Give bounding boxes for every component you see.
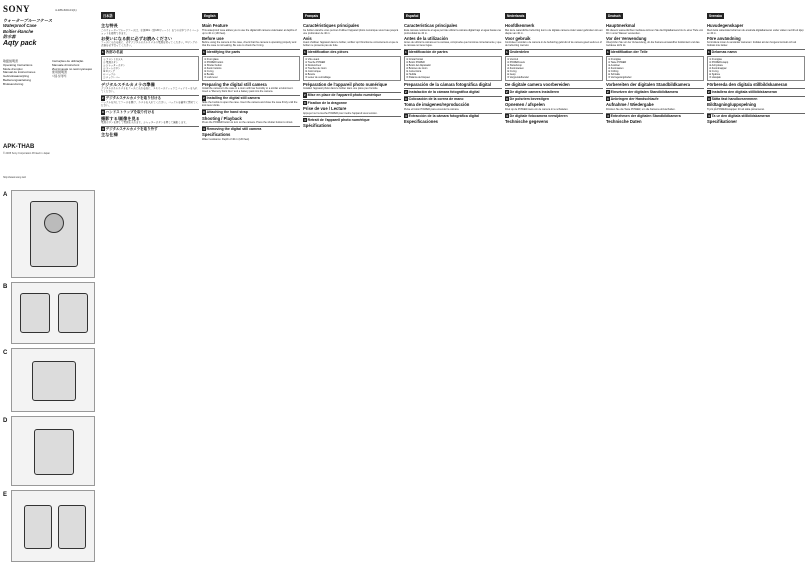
- parts-list-item: ⑥ Schnalle: [608, 72, 620, 76]
- language-list: [3, 60, 97, 87]
- camera-remove-illustration: [58, 505, 86, 549]
- parts-list-item: ⑤ O-Ring: [608, 69, 619, 73]
- section-heading: [505, 88, 603, 94]
- section-title: Removing the digital still camera: [206, 127, 262, 132]
- sony-logo: SONY: [3, 4, 31, 14]
- main-heading: Avis: [303, 35, 312, 41]
- main-heading: Vor der Verwendung: [606, 35, 647, 41]
- figure-d-shooting: [11, 416, 95, 486]
- product-titles: [3, 18, 53, 48]
- lang-item: Mode d'emploi: [3, 66, 23, 71]
- main-heading: Förbereda den digitala stillbildskameran: [707, 81, 788, 87]
- body-paragraph: Press the POWER button to turn on the camera. Press the shutter button to shoot.: [202, 121, 294, 125]
- section-heading: [303, 92, 401, 98]
- document-reference: 4-186-600-01(1): [55, 8, 77, 12]
- parts-list-item: ⑤ Joint torique: [305, 69, 321, 73]
- main-heading: Before use: [202, 35, 224, 41]
- parts-list-item: ② POWER-toets: [507, 60, 525, 64]
- section-title: Ta ur den digitala stillbildskameran: [711, 114, 770, 118]
- main-heading: Specifikationer: [707, 119, 738, 125]
- main-heading: Huvudegenskaper: [707, 23, 744, 28]
- parts-list-item: ⑦ Levier de verrouillage: [305, 75, 331, 79]
- title-jp: ウォータープルーフケース: [3, 18, 53, 23]
- section-title: Entnehmen der digitalen Standbildkamera: [610, 114, 681, 118]
- main-heading: Toma de imágenes/reproducción: [404, 102, 470, 108]
- section-title: Sätta fast handlovsremmen: [711, 97, 758, 102]
- section-number: 4: [607, 114, 609, 118]
- column-0: [101, 4, 199, 566]
- body-paragraph: Kontrollera innan du använder kameran i fodralet att den fungerar korrekt och att fodralet inte läcker.: [707, 41, 797, 48]
- section-title: Identifikation der Teile: [610, 50, 648, 55]
- language-tab: Français: [305, 14, 319, 18]
- parts-list: [606, 56, 704, 81]
- section-title: Fixation de la dragonne: [307, 100, 347, 105]
- section-number: 1: [405, 50, 407, 55]
- parts-list-item: ⑤ Oリング: [103, 69, 115, 73]
- section-heading: [606, 96, 704, 102]
- parts-list-item: ① Vitre avant: [305, 57, 320, 61]
- section-heading: [202, 95, 300, 101]
- parts-list-item: ⑥ バックル: [103, 72, 116, 76]
- main-heading: Hauptmerkmal: [606, 23, 636, 28]
- body-paragraph: 電源ボタンを押して電源を入れます。シャッターボタンを押して撮影します。: [101, 121, 189, 125]
- lang-item: 使用說明書: [52, 70, 68, 75]
- section-number: 3: [607, 97, 609, 102]
- section-title: ハンドストラップを取り付ける: [105, 110, 155, 115]
- main-heading: Caractéristiques principales: [303, 23, 360, 28]
- body-paragraph: Appuyez sur la touche POWER pour mettre l'appareil sous tension.: [303, 111, 378, 115]
- parts-list-item: ⑥ Spänne: [709, 72, 721, 76]
- section-heading: [505, 49, 603, 55]
- parts-list-item: ④ Zoomtasten: [608, 66, 624, 70]
- figure-label-b: B: [3, 284, 8, 290]
- section-title: 各部の名前: [105, 50, 124, 55]
- parts-list-item: ③ Avtryckare: [709, 63, 723, 67]
- section-heading: [404, 49, 502, 55]
- section-heading: [404, 88, 502, 94]
- parts-list-item: ④ Touches de zoom: [305, 66, 327, 70]
- section-number: 2: [405, 89, 407, 94]
- main-heading: Antes de la utilización: [404, 35, 448, 41]
- parts-list: [505, 56, 603, 81]
- main-heading: Preparación de la cámara fotográfica digital: [404, 81, 492, 87]
- camera-illustration: [58, 293, 88, 333]
- section-number: 3: [708, 97, 710, 102]
- figure-label-a: A: [3, 192, 8, 198]
- language-tab: Svenska: [709, 14, 722, 18]
- section-number: 1: [506, 50, 508, 55]
- section-number: 1: [203, 50, 205, 55]
- model-number: APK-THAB: [3, 144, 35, 150]
- lang-item: Gebruiksaanwijzing: [3, 74, 30, 79]
- section-heading: [101, 126, 199, 132]
- parts-list-item: ① Front glass: [204, 57, 219, 61]
- main-heading: Especificaciones: [404, 119, 438, 125]
- main-heading: Características principales: [404, 23, 458, 28]
- section-heading: [707, 96, 805, 102]
- section-number: 4: [203, 127, 205, 132]
- main-heading: Technische gegevens: [505, 119, 549, 125]
- body-paragraph: Überprüfen Sie vor der Verwendung, ob die Kamera einwandfrei funktioniert und das Gehäuse dicht ist.: [606, 41, 700, 48]
- section-number: 2: [304, 93, 306, 98]
- parts-list-item: ⑥ Boucle: [305, 72, 316, 76]
- section-title: Attaching the hand strap: [206, 110, 248, 115]
- body-paragraph: Before using the camera in the case, check that the camera is operating properly and that the case is not leaking. Be sure to check the O-ring.: [202, 41, 297, 48]
- section-title: Installera den digitala stillbildskameran: [711, 89, 778, 94]
- parts-list-item: ① Frontglas: [709, 57, 722, 61]
- parts-list-item: ④ Zoomknappar: [709, 66, 727, 70]
- figure-b-install: [11, 282, 95, 344]
- lang-item: Bruksanvisning: [3, 81, 24, 86]
- section-title: デジタルスチルカメラを取り付ける: [105, 96, 162, 101]
- parts-list-item: ① Cristal frontal: [406, 57, 423, 61]
- section-heading: [202, 49, 300, 55]
- body-paragraph: This waterproof case allows you to use the digital still camera underwater at depths of up to 40 m (130 feet).: [202, 28, 297, 35]
- body-paragraph: Installez l'appareil photo dans le boîtier dans une pièce peu humide.: [303, 87, 379, 91]
- parts-list-item: ③ Botón del disparador: [406, 63, 431, 67]
- language-tab: English: [204, 14, 216, 18]
- main-heading: 主な特長: [101, 23, 118, 28]
- section-heading: [303, 116, 401, 122]
- body-paragraph: Ce boîtier étanche vous permet d'utiliser l'appareil photo numérique sous l'eau jusqu'à une profondeur de 40 m.: [303, 28, 399, 35]
- section-heading: [101, 109, 199, 115]
- column-1: [202, 4, 300, 566]
- main-heading: Technische Daten: [606, 119, 642, 125]
- main-heading: Preparing the digital still camera: [202, 81, 267, 87]
- body-paragraph: バックルを外してケースを開け、カメラを入れてください。バックルを確実に閉めてください。: [101, 101, 199, 108]
- language-tab: 日本語: [103, 14, 113, 18]
- section-title: Colocación de la correa de mano: [408, 97, 464, 102]
- main-heading: 主な仕様: [101, 132, 118, 138]
- main-heading: Före användning: [707, 35, 741, 41]
- parts-list: [707, 56, 805, 81]
- section-title: デジタルスチルカメラを取り外す: [105, 127, 158, 132]
- section-heading: [404, 113, 502, 119]
- section-number: 4: [102, 127, 104, 132]
- parts-list-item: ③ シャッターボタン: [103, 63, 126, 67]
- column-6: [707, 4, 805, 566]
- body-paragraph: デジタルスチルカメラをケースに入れる前に、メモリースティックとバッテリーを入れてください。: [101, 87, 198, 94]
- body-paragraph: Pulse el botón POWER para encender la cámara.: [404, 107, 460, 111]
- body-paragraph: Med detta vattentäta fodral kan du använda digitalkameran under vatten ned till ett djup av 40 m.: [707, 28, 804, 35]
- main-heading: デジタルスチルカメラの準備: [101, 81, 155, 87]
- body-paragraph: Esta carcasa resistente al agua permite utilizar la cámara digital bajo el agua hasta una profundidad de 40 m.: [404, 28, 501, 35]
- section-title: Onderdelen: [509, 50, 530, 55]
- section-number: 2: [708, 89, 710, 94]
- parts-list-item: ② POWER button: [204, 60, 224, 64]
- section-title: Delarnas namn: [711, 50, 737, 55]
- section-title: De digitale fotocamera verwijderen: [509, 114, 568, 118]
- section-heading: [505, 113, 603, 119]
- parts-list-item: ④ Zoomtoetsen: [507, 66, 524, 70]
- section-title: De polsriem bevestigen: [509, 97, 549, 102]
- parts-list-item: ② Taste POWER: [608, 60, 627, 64]
- column-3: [404, 4, 502, 566]
- case-illustration: [30, 201, 78, 267]
- column-4: [505, 4, 603, 566]
- section-heading: [707, 113, 805, 119]
- parts-list-item: ③ Shutter button: [204, 63, 222, 67]
- section-title: De digitale camera installeren: [509, 89, 560, 94]
- parts-list-item: ⑤ O-ring: [507, 69, 517, 73]
- main-heading: De digitale camera voorbereiden: [505, 81, 570, 87]
- figure-label-d: D: [3, 418, 8, 424]
- body-paragraph: Water resistance: Depth of 40 m (130 feet): [202, 138, 250, 142]
- figure-a-case-parts: [11, 190, 95, 278]
- main-heading: Voor gebruik: [505, 35, 531, 41]
- main-heading: Opnemen / afspelen: [505, 102, 545, 108]
- lang-item: 取扱説明書: [3, 59, 19, 63]
- body-paragraph: Controleer voordat u de camera in de behuizing gebruikt of de camera goed werkt en of de behuizing niet lekt.: [505, 41, 602, 48]
- lang-item: Manual de instrucciones: [3, 70, 36, 75]
- parts-list-item: ② POWER-knapp: [709, 60, 729, 64]
- cover-column: [3, 4, 97, 566]
- language-tab: Español: [406, 14, 419, 18]
- main-heading: Préparation de l'appareil photo numérique: [303, 81, 388, 87]
- parts-list-item: ⑤ O-ring: [204, 69, 214, 73]
- section-heading: [101, 49, 199, 55]
- section-title: Identifying the parts: [206, 50, 241, 55]
- parts-list-item: ④ Zoom buttons: [204, 66, 222, 70]
- main-heading: Shooting / Playback: [202, 115, 242, 121]
- section-number: 1: [102, 50, 104, 55]
- lens-illustration: [44, 213, 64, 233]
- section-heading: [202, 109, 300, 115]
- section-heading: [707, 88, 805, 94]
- lang-item: Manuale di istruzioni: [52, 62, 80, 67]
- copyright-line: © 2005 Sony Corporation Printed in Japan: [3, 152, 51, 155]
- section-heading: [303, 99, 401, 105]
- parts-list-item: ⑦ Lock lever: [204, 75, 218, 79]
- lang-item: 사용설명서: [52, 74, 67, 79]
- parts-list-item: ⑦ Palanca de bloqueo: [406, 75, 430, 79]
- case-strap-illustration: [32, 361, 76, 401]
- main-heading: Aufnahme / Wiedergabe: [606, 102, 654, 108]
- title-fr: Boîtier étanche: [3, 28, 34, 34]
- column-5: [606, 4, 704, 566]
- body-paragraph: Met deze waterdichte behuizing kunt u de digitale camera onder water gebruiken tot een diepte van 40 m.: [505, 28, 603, 35]
- parts-list-item: ① Voorruit: [507, 57, 519, 61]
- section-number: 3: [405, 97, 407, 102]
- lang-item: Bedienungsanleitung: [3, 77, 32, 82]
- section-title: Mise en place de l'appareil photo numérique: [307, 93, 382, 98]
- main-heading: Bildtagning/uppspelning: [707, 102, 757, 108]
- body-paragraph: Drücken Sie die Taste POWER, um die Kamera einzuschalten.: [606, 107, 676, 111]
- parts-list-item: ⑦ Vergrendelhendel: [507, 75, 529, 79]
- section-title: Identificación de partes: [408, 50, 448, 55]
- section-heading: [303, 49, 401, 55]
- section-number: 3: [102, 110, 104, 115]
- parts-list-item: ① Frontglas: [608, 57, 621, 61]
- parts-list-item: ② 電源ボタン: [103, 60, 119, 64]
- parts-list-item: ⑦ Låsspak: [709, 75, 721, 79]
- section-number: 1: [607, 50, 609, 55]
- main-heading: お使いになる前に必ずお読みください: [101, 35, 173, 41]
- section-number: 3: [506, 97, 508, 102]
- figure-e-remove: [11, 490, 95, 562]
- section-heading: [101, 95, 199, 101]
- section-title: Anbringen der Handschlaufe: [610, 97, 659, 102]
- section-number: 2: [203, 96, 205, 101]
- title-en: Waterproof Case: [3, 23, 37, 29]
- body-paragraph: Antes de utilizar la cámara en la carcasa, compruebe que funciona correctamente y que la carcasa no tiene fugas.: [404, 41, 502, 48]
- figure-label-c: C: [3, 350, 8, 356]
- case-remove-illustration: [24, 505, 52, 549]
- section-number: 3: [203, 110, 205, 115]
- body-paragraph: このウォータープルーフケースは、水深40m（約130フィート）までの水中でサイバーショットを使用できます。: [101, 28, 199, 35]
- body-paragraph: Avant d'utiliser l'appareil dans le boîtier, vérifiez qu'il fonctionne correctement et que le boîtier ne présente pas de fuite.: [303, 41, 399, 48]
- section-title: Einsetzen der digitalen Standbildkamera: [610, 89, 678, 94]
- parts-list-item: ④ ズームボタン: [103, 66, 121, 70]
- section-title: Installing the digital still camera: [206, 96, 260, 101]
- section-number: 4: [405, 114, 407, 118]
- parts-list-item: ⑦ Verriegelungshebel: [608, 75, 632, 79]
- body-paragraph: Mit diesem wasserdichten Gehäuse können Sie die Digitalkamera bis zu einer Tiefe von 40 m unter Wasser verwenden.: [606, 28, 704, 35]
- column-2: [303, 4, 401, 566]
- parts-list-item: ⑥ Buckle: [204, 72, 214, 76]
- parts-list-item: ⑥ Gesp: [507, 72, 516, 76]
- section-title: Retrait de l'appareil photo numérique: [307, 117, 370, 122]
- section-title: Extracción de la cámara fotográfica digital: [408, 114, 480, 118]
- body-paragraph: Install the camera in the case in a room with low humidity or a similar environment. Insert a "Memory Stick Duo" and a battery pack into the camera.: [202, 87, 294, 94]
- section-number: 2: [102, 96, 104, 101]
- parts-list-item: ③ Sluiterknop: [507, 63, 522, 67]
- main-heading: Vorbereiten der digitalen Standbildkamera: [606, 81, 690, 87]
- main-heading: Prise de vue / Lecture: [303, 105, 347, 111]
- section-number: 1: [708, 50, 710, 55]
- section-number: 3: [304, 100, 306, 105]
- parts-list-item: ④ Botones de zoom: [406, 66, 428, 70]
- section-number: 1: [304, 50, 306, 55]
- lang-item: Instruções de utilização: [52, 59, 84, 63]
- lang-item: Инструкция по эксплуатации: [52, 66, 93, 71]
- figure-label-e: E: [3, 492, 8, 498]
- parts-list: [404, 56, 502, 81]
- title-zh: 防水套: [3, 34, 16, 40]
- section-heading: [606, 88, 704, 94]
- language-list-left: [3, 60, 48, 87]
- parts-list-item: ① フロントガラス: [103, 57, 123, 61]
- section-heading: [404, 96, 502, 102]
- body-paragraph: Druk op de POWER-toets om de camera in te schakelen.: [505, 107, 569, 111]
- section-heading: [505, 96, 603, 102]
- language-tab: Nederlands: [507, 14, 525, 18]
- parts-list: [303, 56, 401, 81]
- figure-c-strap: [11, 348, 95, 412]
- parts-list-item: ② Touche POWER: [305, 60, 326, 64]
- section-heading: [202, 126, 300, 132]
- case-open-illustration: [20, 293, 50, 333]
- parts-list: [202, 56, 300, 81]
- section-heading: [606, 113, 704, 119]
- body-paragraph: Tryck på POWER-knappen för att sätta på kameran.: [707, 107, 765, 111]
- section-title: Instalación de la cámara fotográfica digital: [408, 89, 480, 94]
- section-number: 2: [506, 89, 508, 94]
- parts-list-item: ⑥ Hebilla: [406, 72, 417, 76]
- main-heading: Specifications: [202, 132, 231, 138]
- body-paragraph: Slide the buckle to open the case. Insert the camera and close the case firmly until the lock lever clicks.: [202, 101, 298, 108]
- section-number: 4: [506, 114, 508, 118]
- parts-list-item: ⑤ O-ring: [709, 69, 719, 73]
- parts-list-item: ⑤ Junta tórica: [406, 69, 422, 73]
- parts-list-item: ② Botón POWER: [406, 60, 425, 64]
- section-heading: [707, 49, 805, 55]
- website-url: http://www.sony.net/: [3, 176, 27, 179]
- section-title: Identification des pièces: [307, 50, 349, 55]
- parts-list-item: ③ Auslöser: [608, 63, 620, 67]
- main-heading: Hoofdkenmerk: [505, 23, 535, 28]
- parts-list-item: ③ Déclencheur: [305, 63, 322, 67]
- section-heading: [606, 49, 704, 55]
- main-heading: Main Feature: [202, 23, 228, 28]
- section-number: 4: [708, 114, 710, 118]
- body-paragraph: ケースに入れる前に、必ずデジタルスチルカメラの電源を切ってください。Oリングの点検を必ず行ってください。: [101, 41, 198, 48]
- lang-item: Operating Instructions: [3, 62, 33, 67]
- brand-name: Aqty pack: [3, 39, 37, 47]
- language-tab: Deutsch: [608, 14, 621, 18]
- language-list-right: [52, 60, 97, 87]
- main-heading: 撮影する/画像を見る: [101, 115, 140, 121]
- parts-list-item: ⑦ ロックレバー: [103, 75, 121, 79]
- section-number: 4: [304, 117, 306, 122]
- main-heading: Spécifications: [303, 122, 332, 128]
- section-number: 2: [607, 89, 609, 94]
- parts-list: [101, 56, 199, 81]
- case-shooting-illustration: [34, 429, 74, 475]
